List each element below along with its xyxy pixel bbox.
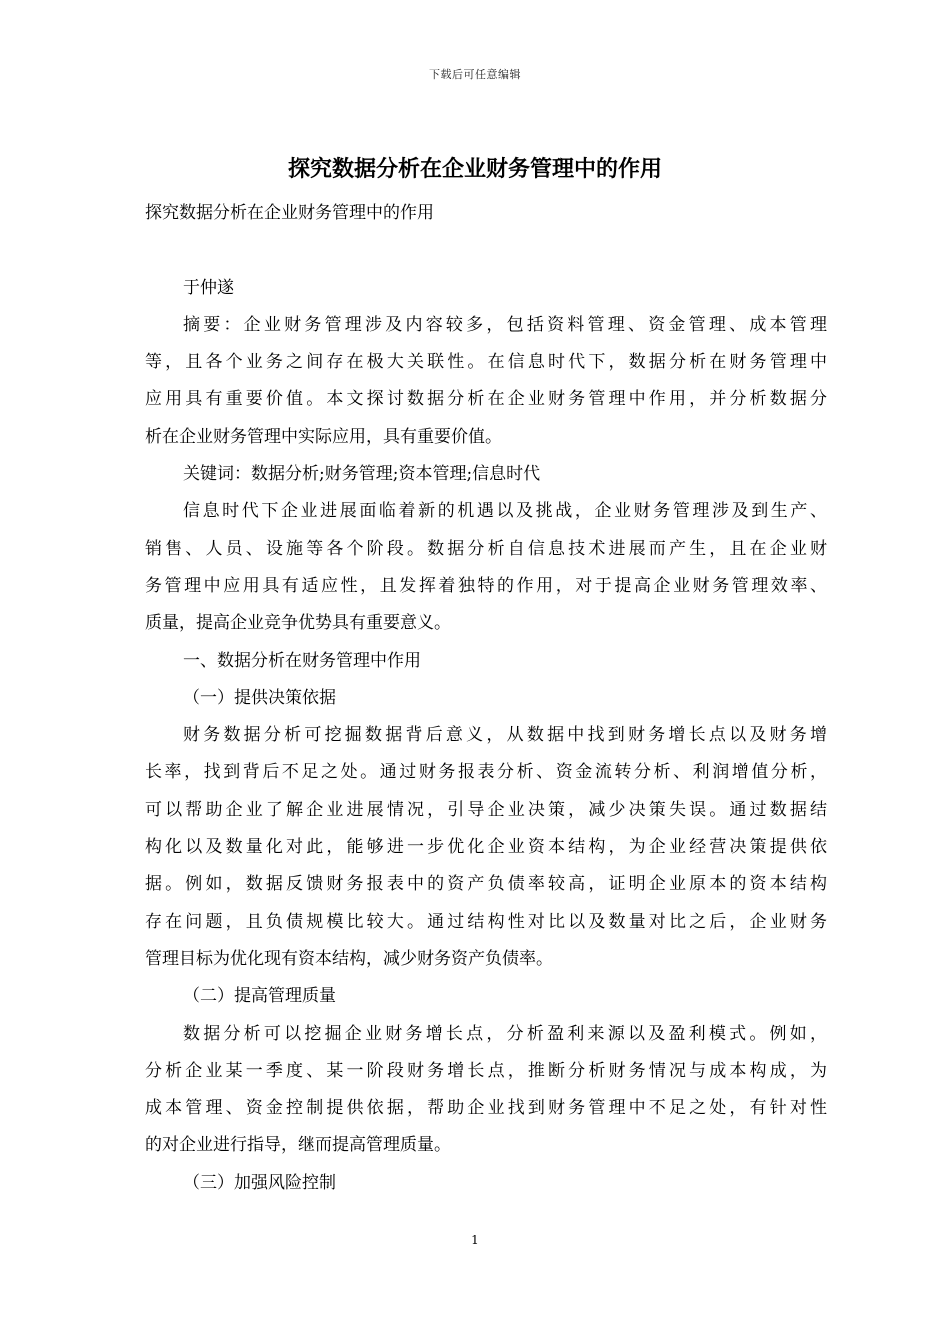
subsection-paragraph xyxy=(145,722,827,983)
intro-line: 销售、人员、设施等各个阶段。数据分析自信息技术进展而产生，且在企业财 xyxy=(145,538,827,559)
subsection-paragraph xyxy=(145,1021,827,1170)
paragraph-line: 数据分析可以挖掘企业财务增长点，分析盈利来源以及盈利模式。例如， xyxy=(183,1023,827,1044)
document-subtitle: 探究数据分析在企业财务管理中的作用 xyxy=(145,203,434,223)
abstract-line: 等，且各个业务之间存在极大关联性。在信息时代下，数据分析在财务管理中 xyxy=(145,352,827,373)
paragraph-line: 财务数据分析可挖掘数据背后意义，从数据中找到财务增长点以及财务增 xyxy=(183,725,827,746)
document-body xyxy=(145,200,827,1207)
paragraph-line: 分析企业某一季度、某一阶段财务增长点，推断分析财务情况与成本构成，为 xyxy=(145,1060,827,1081)
paragraph-line: 管理目标为优化现有资本结构，减少财务资产负债率。 xyxy=(145,948,553,969)
intro-line: 信息时代下企业进展面临着新的机遇以及挑战，企业财务管理涉及到生产、 xyxy=(183,501,827,522)
section-heading: 一、数据分析在财务管理中作用 xyxy=(183,650,421,671)
paragraph-line: 据。例如，数据反馈财务报表中的资产负债率较高，证明企业原本的资本结构 xyxy=(145,874,827,895)
abstract-line: 应用具有重要价值。本文探讨数据分析在企业财务管理中作用，并分析数据分 xyxy=(145,389,827,410)
paragraph-line: 可以帮助企业了解企业进展情况，引导企业决策，减少决策失误。通过数据结 xyxy=(145,799,827,820)
intro-paragraph xyxy=(145,498,827,647)
subsection-heading: （一）提供决策依据 xyxy=(183,687,336,708)
paragraph-line: 构化以及数量化对此，能够进一步优化企业资本结构，为企业经营决策提供依 xyxy=(145,837,827,858)
paragraph-line: 的对企业进行指导，继而提高管理质量。 xyxy=(145,1135,451,1156)
page-number: 1 xyxy=(471,1233,479,1247)
subsection-heading: （三）加强风险控制 xyxy=(183,1172,336,1193)
document-title: 探究数据分析在企业财务管理中的作用 xyxy=(287,157,662,182)
intro-line: 质量，提高企业竞争优势具有重要意义。 xyxy=(145,613,451,634)
subsection-heading: （二）提高管理质量 xyxy=(183,986,336,1007)
abstract-line: 析在企业财务管理中实际应用，具有重要价值。 xyxy=(145,426,502,447)
paragraph-line: 长率，找到背后不足之处。通过财务报表分析、资金流转分析、利润增值分析， xyxy=(145,762,827,783)
paragraph-line: 存在问题，且负债规模比较大。通过结构性对比以及数量对比之后，企业财务 xyxy=(145,911,827,932)
blank-line xyxy=(145,237,827,274)
author-name: 于仲遂 xyxy=(183,277,234,298)
keywords-line: 关键词：数据分析;财务管理;资本管理;信息时代 xyxy=(183,464,541,485)
abstract-paragraph xyxy=(145,312,827,461)
abstract-line: 摘要：企业财务管理涉及内容较多，包括资料管理、资金管理、成本管理 xyxy=(183,314,827,335)
paragraph-line: 成本管理、资金控制提供依据，帮助企业找到财务管理中不足之处，有针对性 xyxy=(145,1098,827,1119)
intro-line: 务管理中应用具有适应性，且发挥着独特的作用，对于提高企业财务管理效率、 xyxy=(145,575,827,596)
header-note: 下载后可任意编辑 xyxy=(429,68,521,81)
